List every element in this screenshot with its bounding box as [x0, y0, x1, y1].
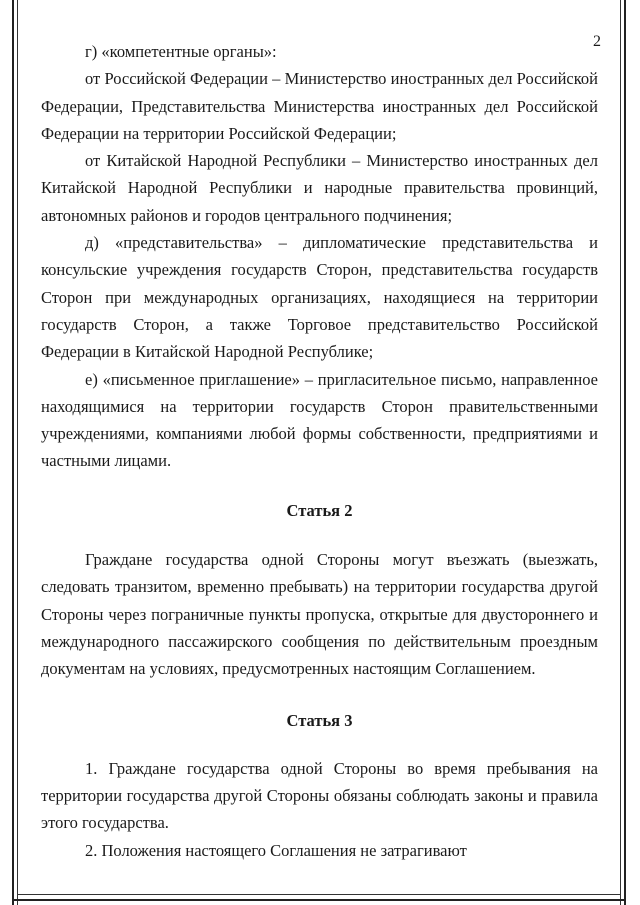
page-border-bottom-inner — [17, 894, 621, 895]
article-3-heading: Статья 3 — [286, 710, 353, 730]
definition-d: д) «представительства» – дипломатические представительства и консульские учреждения государств Сторон, представительства государств Сторон при международных организациях, находящиеся на территории государств Сторон, а также Торговое представительство Российской Федерации в Китайской Народной Республике; — [41, 233, 598, 362]
page-border-left-inner — [17, 0, 18, 905]
page-number: 2 — [593, 33, 601, 50]
definition-g-china: от Китайской Народной Республики – Министерство иностранных дел Китайской Народной Республики и народные правительства провинций, автономных районов и городов центрального подчинения; — [41, 151, 598, 225]
article-3-item-1: 1. Граждане государства одной Стороны во время пребывания на территории государства другой Стороны обязаны соблюдать законы и правила этого государства. — [41, 758, 598, 833]
article-2-heading: Статья 2 — [286, 500, 353, 520]
page-border-bottom-outer — [12, 899, 626, 901]
article-3-item-2: 2. Положения настоящего Соглашения не затрагивают — [85, 840, 467, 860]
page-border-right-inner — [620, 0, 621, 905]
page-border-right-outer — [624, 0, 626, 905]
definition-g-title: г) «компетентные органы»: — [85, 42, 277, 61]
definition-g-russia: от Российской Федерации – Министерство иностранных дел Российской Федерации, Представительства Министерства иностранных дел Российской Федерации на территории Российской Федерации; — [41, 69, 598, 143]
page-border-left-outer — [12, 0, 14, 905]
definition-e: е) «письменное приглашение» – пригласительное письмо, направленное находящимися на территории государств Сторон правительственными учреждениями, компаниями любой формы собственности, предприятиями и частными лицами. — [41, 369, 598, 471]
article-2-text: Граждане государства одной Стороны могут въезжать (выезжать, следовать транзитом, временно пребывать) на территории государства другой Стороны через пограничные пункты пропуска, открытые для двустороннего и международного пассажирского сообщения по действительным проездным документам на условиях, предусмотренных настоящим Соглашением. — [41, 550, 598, 679]
document-body — [41, 38, 598, 864]
